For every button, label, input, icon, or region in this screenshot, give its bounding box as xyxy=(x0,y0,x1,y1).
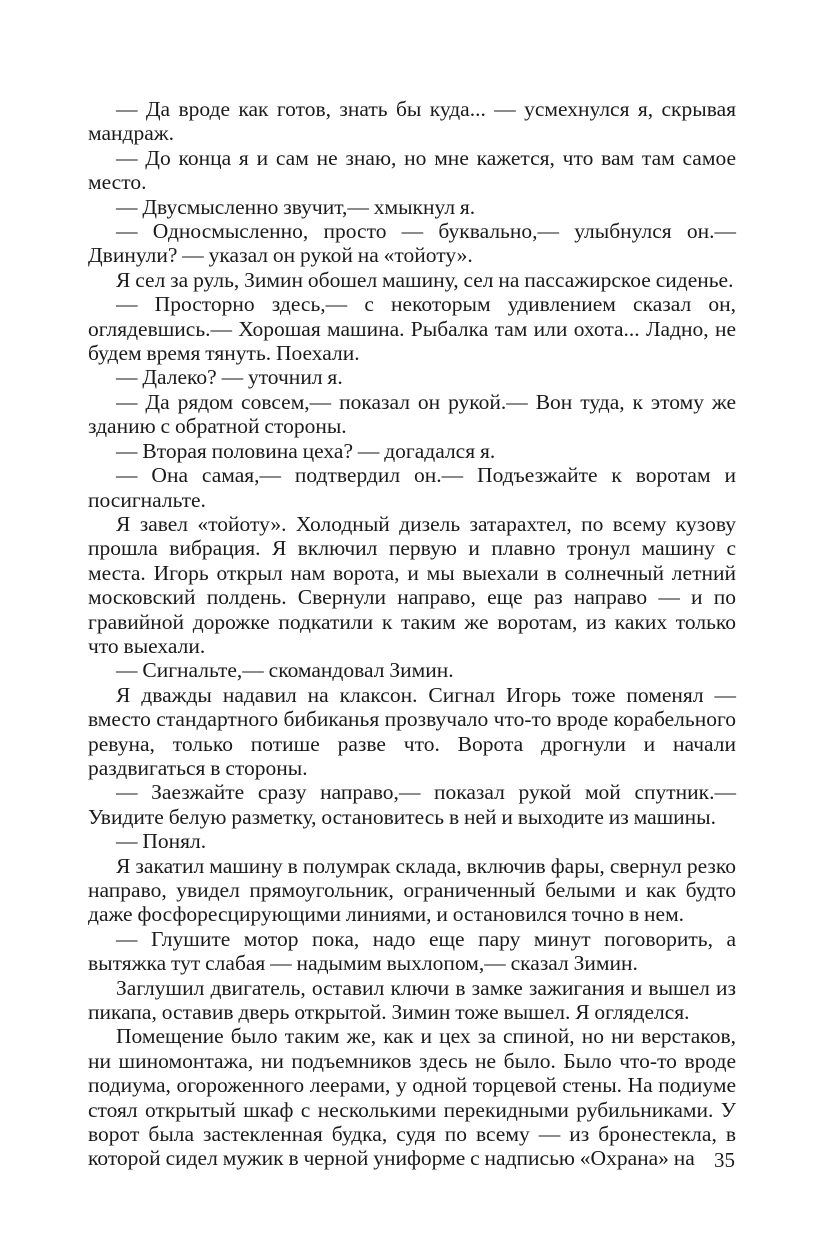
paragraph: — Да рядом совсем,— показал он рукой.— Вон туда, к этому же зданию с обратной стороны. xyxy=(88,389,736,439)
paragraph: Я дважды надавил на клаксон. Сигнал Игорь тоже поменял — вместо стандартного бибиканья прозвучало что-то вроде корабельного ревуна, только потише разве что. Ворота дрогнули и начали раздвигаться в стороны. xyxy=(88,682,736,780)
paragraph: — До конца я и сам не знаю, но мне кажется, что вам там самое место. xyxy=(88,145,736,195)
paragraph: Я закатил машину в полумрак склада, включив фары, свернул резко направо, увидел прямоугольник, ограниченный белыми и как будто даже фосфоресцирующими линиями, и остановился точно в нем. xyxy=(88,853,736,927)
paragraph: — Просторно здесь,— с некоторым удивлением сказал он, оглядевшись.— Хорошая машина. Рыбалка там или охота... Ладно, не будем время тянуть. Поехали. xyxy=(88,292,736,366)
paragraph: — Да вроде как готов, знать бы куда... — усмехнулся я, скрывая мандраж. xyxy=(88,97,736,146)
paragraph: Заглушил двигатель, оставил ключи в замке зажигания и вышел из пикапа, оставив дверь открытой. Зимин тоже вышел. Я огляделся. xyxy=(88,975,736,1025)
paragraph: Помещение было таким же, как и цех за спиной, но ни верстаков, ни шиномонтажа, ни подъемников здесь не было. Было что-то вроде подиума, огороженного леерами, у одной торцевой стены. На подиуме стоял открытый шкаф с несколькими перекидными рубильниками. У ворот была застекленная будка, судя по всему — из бронестекла, в которой сидел мужик в черной униформе с надписью «Охрана» на xyxy=(88,1024,736,1171)
book-page xyxy=(88,97,736,1171)
paragraph: Я завел «тойоту». Холодный дизель затарахтел, по всему кузову прошла вибрация. Я включил первую и плавно тронул машину с места. Игорь открыл нам ворота, и мы выехали в солнечный летний московский полдень. Свернули направо, еще раз направо — и по гравийной дорожке подкатили к таким же воротам, из каких только что выехали. xyxy=(88,511,736,658)
paragraph: Я сел за руль, Зимин обошел машину, сел на пассажирское сиденье. xyxy=(116,267,734,292)
paragraph: — Далеко? — уточнил я. xyxy=(116,365,343,390)
paragraph: — Двусмысленно звучит,— хмыкнул я. xyxy=(116,194,476,219)
paragraph: — Она самая,— подтвердил он.— Подъезжайте к воротам и посигнальте. xyxy=(88,463,736,512)
paragraph: — Глушите мотор пока, надо еще пару минут поговорить, а вытяжка тут слабая — надымим выхлопом,— сказал Зимин. xyxy=(88,926,736,976)
page-number: 35 xyxy=(714,1148,735,1172)
paragraph: — Заезжайте сразу направо,— показал рукой мой спутник.— Увидите белую разметку, остановитесь в ней и выходите из машины. xyxy=(88,780,736,829)
paragraph: — Односмысленно, просто — буквально,— улыбнулся он.— Двинули? — указал он рукой на «тойоту». xyxy=(88,219,736,268)
paragraph: — Сигнальте,— скомандовал Зимин. xyxy=(116,658,454,683)
paragraph: — Вторая половина цеха? — догадался я. xyxy=(116,438,496,463)
paragraph: — Понял. xyxy=(116,829,207,854)
